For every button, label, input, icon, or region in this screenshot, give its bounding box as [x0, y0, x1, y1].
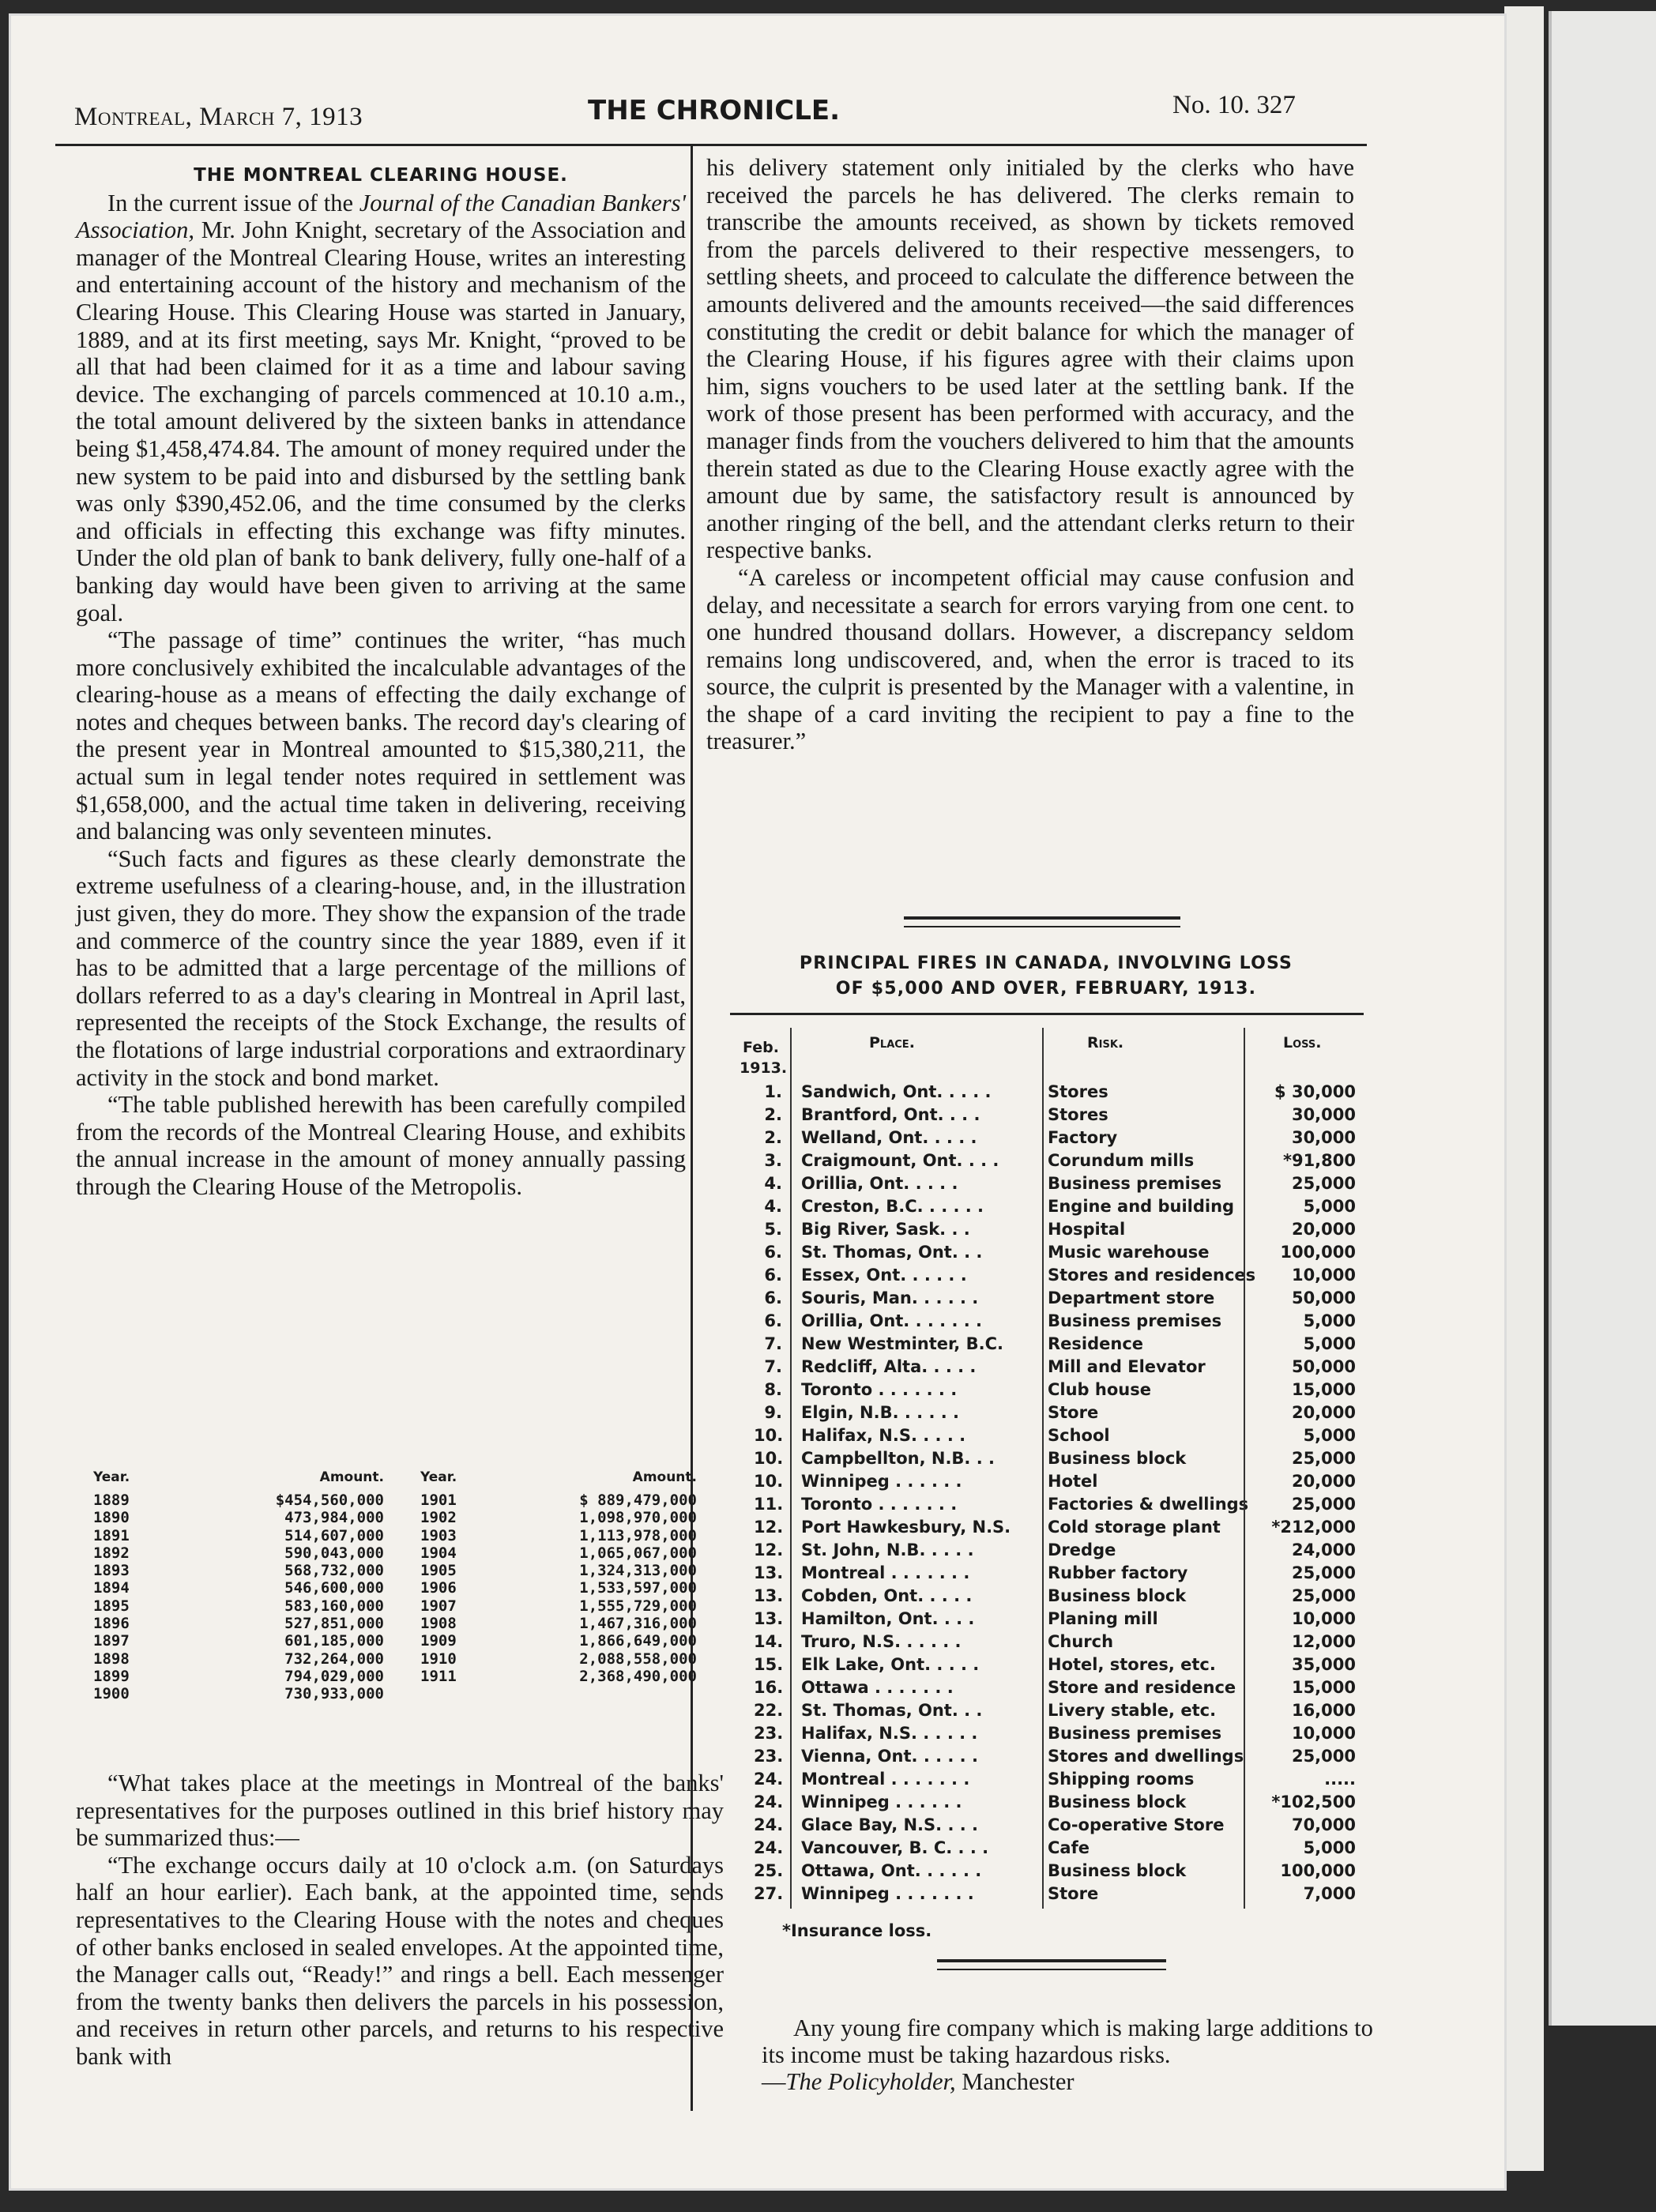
fires-footnote: *Insurance loss. [782, 1921, 932, 1940]
year-cell: 1890 [93, 1509, 130, 1527]
table-row [730, 1380, 1364, 1403]
article-paragraph: “Such facts and figures as these clearly demonstrate the extreme usefulness of a clearing-house, and, in the illustration just given, they do more. They show the expansion of the trade and commerce of the country since the year 1889, even if it has to be admitted that a large percentage of the millions of dollars referred to as a day's clearing in Montreal in April last, represented the receipts of the Stock Exchange, the results of the flotations of large industrial corporations and extraordinary activity in the stock and bond market. [76, 845, 686, 1091]
risk-cell: Livery stable, etc. [1048, 1701, 1217, 1720]
place-cell: Cobden, Ont. . . . . [801, 1586, 973, 1605]
page-edge [1504, 6, 1544, 2171]
loss-cell: $ 30,000 [1274, 1082, 1356, 1101]
amount-cell: 2,088,558,000 [579, 1650, 697, 1668]
table-row [730, 1563, 1364, 1586]
place-cell: St. Thomas, Ont. . . [801, 1701, 983, 1720]
date-cell: 24. [754, 1838, 784, 1857]
place-cell: St. Thomas, Ont. . . [801, 1243, 983, 1262]
table-row [730, 1815, 1364, 1838]
fires-title-line: OF $5,000 AND OVER, FEBRUARY, 1913. [835, 979, 1257, 999]
header-masthead: THE CHRONICLE. [588, 95, 841, 126]
place-cell: Big River, Sask. . . [801, 1220, 970, 1239]
section-separator [904, 916, 1180, 920]
amount-cell: 590,043,000 [284, 1544, 384, 1562]
date-cell: 23. [754, 1747, 784, 1766]
loss-cell: *102,500 [1271, 1793, 1356, 1811]
risk-cell: Club house [1048, 1380, 1151, 1399]
risk-cell: Hospital [1048, 1220, 1126, 1239]
table-row [730, 1334, 1364, 1357]
risk-cell: Business block [1048, 1449, 1187, 1468]
risk-cell: Residence [1048, 1334, 1144, 1353]
risk-cell: Store and residence [1048, 1678, 1236, 1697]
amount-cell: 514,607,000 [284, 1526, 384, 1544]
risk-cell: Department store [1048, 1288, 1215, 1307]
amount-cell: 794,029,000 [284, 1667, 384, 1685]
column-header-year: 1913. [740, 1059, 788, 1077]
year-cell: 1904 [420, 1544, 457, 1562]
place-cell: Glace Bay, N.S. . . . [801, 1815, 979, 1834]
fires-table [730, 1013, 1364, 1907]
year-cell: 1900 [93, 1685, 130, 1703]
date-cell: 6. [764, 1311, 782, 1330]
table-body [93, 1492, 702, 1703]
loss-cell: 7,000 [1303, 1884, 1356, 1903]
date-cell: 8. [764, 1380, 782, 1399]
text-run: In the current issue of the [107, 189, 359, 216]
loss-cell: 5,000 [1303, 1334, 1356, 1353]
loss-cell: 35,000 [1291, 1655, 1356, 1674]
table-row [730, 1197, 1364, 1220]
place-cell: Winnipeg . . . . . . [801, 1793, 962, 1811]
column-left [76, 162, 686, 1201]
table-row [93, 1632, 702, 1650]
place-cell: Souris, Man. . . . . . [801, 1288, 979, 1307]
place-cell: Welland, Ont. . . . . [801, 1128, 977, 1147]
table-row [93, 1527, 702, 1544]
date-cell: 27. [754, 1884, 784, 1903]
place-cell: Elgin, N.B. . . . . . [801, 1403, 959, 1422]
loss-cell: 25,000 [1291, 1495, 1356, 1514]
year-cell: 1909 [420, 1632, 457, 1650]
risk-cell: Cafe [1048, 1838, 1090, 1857]
risk-cell: Engine and building [1048, 1197, 1235, 1216]
risk-cell: Stores and residences [1048, 1266, 1256, 1285]
date-cell: 23. [754, 1724, 784, 1743]
loss-cell: 25,000 [1291, 1747, 1356, 1766]
table-row [730, 1288, 1364, 1311]
column-header-amount: Amount. [319, 1469, 384, 1485]
table-row [730, 1838, 1364, 1861]
risk-cell: Stores [1048, 1082, 1108, 1101]
fires-table-header [730, 1015, 1364, 1082]
date-cell: 4. [764, 1197, 782, 1216]
risk-cell: Business block [1048, 1793, 1187, 1811]
loss-cell: 5,000 [1303, 1311, 1356, 1330]
column-header-amount: Amount. [632, 1469, 697, 1485]
amount-cell: 732,264,000 [284, 1650, 384, 1668]
table-row [730, 1266, 1364, 1288]
date-cell: 12. [754, 1540, 784, 1559]
loss-cell: *212,000 [1271, 1518, 1356, 1537]
place-cell: Port Hawkesbury, N.S. [801, 1518, 1011, 1537]
place-cell: Halifax, N.S. . . . . [801, 1426, 966, 1445]
table-row [730, 1861, 1364, 1884]
place-cell: Vienna, Ont. . . . . . [801, 1747, 978, 1766]
page-header [66, 88, 1330, 136]
loss-cell: 10,000 [1291, 1609, 1356, 1628]
year-cell: 1891 [93, 1526, 130, 1544]
place-cell: Redcliff, Alta. . . . . [801, 1357, 977, 1376]
year-cell: 1910 [420, 1650, 457, 1668]
date-cell: 10. [754, 1426, 784, 1445]
table-row [93, 1544, 702, 1562]
date-cell: 14. [754, 1632, 784, 1651]
article-title: THE MONTREAL CLEARING HOUSE. [194, 165, 568, 186]
loss-cell: 5,000 [1303, 1426, 1356, 1445]
date-cell: 24. [754, 1815, 784, 1834]
table-row [93, 1562, 702, 1579]
header-page-number: No. 10. 327 [1172, 91, 1296, 119]
risk-cell: Business premises [1048, 1724, 1222, 1743]
year-cell: 1892 [93, 1544, 130, 1562]
date-cell: 9. [764, 1403, 782, 1422]
place-cell: Creston, B.C. . . . . . [801, 1197, 984, 1216]
column-header-year: Year. [420, 1469, 457, 1485]
table-row [730, 1518, 1364, 1540]
place-cell: Ottawa, Ont. . . . . . [801, 1861, 982, 1880]
amount-cell: 473,984,000 [284, 1509, 384, 1527]
risk-cell: Hotel [1048, 1472, 1098, 1491]
loss-cell: 20,000 [1291, 1220, 1356, 1239]
risk-cell: Church [1048, 1632, 1114, 1651]
risk-cell: Corundum mills [1048, 1151, 1195, 1170]
risk-cell: Store [1048, 1884, 1099, 1903]
loss-cell: *91,800 [1282, 1151, 1356, 1170]
risk-cell: Store [1048, 1403, 1099, 1422]
article-paragraph: “What takes place at the meetings in Montreal of the banks' representatives for the purposes outlined in this brief history may be summarized thus:— [76, 1770, 724, 1852]
loss-cell: 100,000 [1280, 1861, 1356, 1880]
table-row [730, 1311, 1364, 1334]
table-row [730, 1724, 1364, 1747]
table-row [730, 1449, 1364, 1472]
quote-source [762, 2068, 1378, 2095]
risk-cell: Hotel, stores, etc. [1048, 1655, 1216, 1674]
date-cell: 11. [754, 1495, 784, 1514]
year-cell: 1907 [420, 1597, 457, 1615]
risk-cell: Business premises [1048, 1311, 1222, 1330]
date-cell: 4. [764, 1174, 782, 1193]
date-cell: 22. [754, 1701, 784, 1720]
amount-cell: 1,866,649,000 [579, 1632, 697, 1650]
table-row [730, 1151, 1364, 1174]
year-cell: 1903 [420, 1526, 457, 1544]
year-cell: 1902 [420, 1509, 457, 1527]
loss-cell: 5,000 [1303, 1838, 1356, 1857]
amount-cell: 1,555,729,000 [579, 1597, 697, 1615]
place-cell: Elk Lake, Ont. . . . . [801, 1655, 980, 1674]
place-cell: St. John, N.B. . . . . [801, 1540, 974, 1559]
table-row [730, 1220, 1364, 1243]
loss-cell: 10,000 [1291, 1724, 1356, 1743]
table-row [93, 1492, 702, 1509]
year-cell: 1894 [93, 1579, 130, 1597]
place-cell: Orillia, Ont. . . . . [801, 1174, 958, 1193]
section-separator [904, 926, 1180, 927]
loss-cell: 15,000 [1291, 1678, 1356, 1697]
date-cell: 15. [754, 1655, 784, 1674]
loss-cell: 15,000 [1291, 1380, 1356, 1399]
risk-cell: Stores [1048, 1105, 1108, 1124]
next-page-edge [1549, 11, 1656, 2026]
table-row [730, 1655, 1364, 1678]
place-cell: Sandwich, Ont. . . . . [801, 1082, 992, 1101]
table-row [730, 1632, 1364, 1655]
column-header-year: Year. [93, 1469, 130, 1485]
amount-cell: 546,600,000 [284, 1579, 384, 1597]
article-paragraph: “The exchange occurs daily at 10 o'clock a.m. (on Saturdays half an hour earlier). Each bank, at the appointed time, sends representatives to the Clearing House with the notes and cheques of other banks enclosed in sealed envelopes. At the appointed time, the Manager calls out, “Ready!” and rings a bell. Each messenger from the twenty banks then delivers the parcels in his possession, and receives in return other parcels, and returns to his respective bank with [76, 1851, 724, 2070]
place-cell: New Westminter, B.C. [801, 1334, 1003, 1353]
loss-cell: 24,000 [1291, 1540, 1356, 1559]
date-cell: 24. [754, 1770, 784, 1789]
risk-cell: Music warehouse [1048, 1243, 1210, 1262]
date-cell: 13. [754, 1563, 784, 1582]
table-row [730, 1243, 1364, 1266]
date-cell: 7. [764, 1334, 782, 1353]
year-cell: 1897 [93, 1632, 130, 1650]
column-header-place: Place. [869, 1034, 915, 1051]
table-row [730, 1426, 1364, 1449]
risk-cell: Dredge [1048, 1540, 1116, 1559]
amount-cell: 1,113,978,000 [579, 1526, 697, 1544]
table-row [93, 1509, 702, 1526]
risk-cell: School [1048, 1426, 1110, 1445]
amount-cell: $ 889,479,000 [579, 1492, 697, 1509]
amount-cell: 568,732,000 [284, 1562, 384, 1580]
amount-cell: 730,933,000 [284, 1685, 384, 1703]
loss-cell: 16,000 [1291, 1701, 1356, 1720]
section-separator [937, 1969, 1166, 1970]
date-cell: 2. [764, 1128, 782, 1147]
header-date: Montreal, March 7, 1913 [74, 103, 363, 131]
year-cell: 1906 [420, 1579, 457, 1597]
table-row [730, 1586, 1364, 1609]
year-cell: 1898 [93, 1650, 130, 1668]
text-run: Mr. John Knight, secretary of the Association and manager of the Montreal Clearing House, writes an interesting and entertaining account of the history and mechanism of the Clearing House. This Clearing House was started in January, 1889, and at its first meeting, says Mr. Knight, “proved to be all that had been claimed for it as a time and labour saving device. The exchanging of parcels commenced at 10.10 a.m., the total amount delivered by the sixteen banks in attendance being $1,458,474.84. The amount of money required under the new system to be paid into and disbursed by the settling bank was only $390,452.06, and the time consumed by the clerks and officials in effecting this exchange was fifty minutes. Under the old plan of bank to bank delivery, fully one-half of a banking day would have been given to arriving at the same goal. [76, 216, 686, 626]
amount-cell: 1,533,597,000 [579, 1579, 697, 1597]
loss-cell: 12,000 [1291, 1632, 1356, 1651]
section-separator [937, 1959, 1166, 1962]
loss-cell: 25,000 [1291, 1586, 1356, 1605]
table-row [730, 1472, 1364, 1495]
quote-text: Any young fire company which is making large additions to its income must be taking hazardous risks. [762, 2014, 1373, 2068]
place-cell: Orillia, Ont. . . . . . . [801, 1311, 983, 1330]
loss-cell: 30,000 [1291, 1105, 1356, 1124]
column-header-loss: Loss. [1283, 1034, 1322, 1051]
table-row [730, 1701, 1364, 1724]
clearing-house-table [93, 1469, 702, 1703]
place-cell: Toronto . . . . . . . [801, 1380, 958, 1399]
risk-cell: Mill and Elevator [1048, 1357, 1206, 1376]
date-cell: 24. [754, 1793, 784, 1811]
year-cell: 1908 [420, 1615, 457, 1633]
risk-cell: Stores and dwellings [1048, 1747, 1244, 1766]
table-row [730, 1678, 1364, 1701]
article-paragraph [76, 190, 686, 627]
year-cell: 1901 [420, 1492, 457, 1509]
table-row [730, 1403, 1364, 1426]
risk-cell: Factory [1048, 1128, 1118, 1147]
fires-table-body [730, 1082, 1364, 1907]
journal-name: Journal of the Canadian Bankers' Association, [76, 189, 686, 244]
amount-cell: 1,467,316,000 [579, 1615, 697, 1633]
amount-cell: 527,851,000 [284, 1615, 384, 1633]
closing-quote [762, 2014, 1378, 2095]
loss-cell: 30,000 [1291, 1128, 1356, 1147]
article-paragraph: “A careless or incompetent official may cause confusion and delay, and necessitate a search for errors varying from one cent. to one hundred thousand dollars. However, a discrepancy seldom remains long undiscovered, and, when the error is traced to its source, the culprit is presented by the Manager with a valentine, in the shape of a card inviting the recipient to pay a fine to the treasurer.” [706, 563, 1354, 755]
table-row [730, 1357, 1364, 1380]
year-cell: 1899 [93, 1667, 130, 1685]
date-cell: 12. [754, 1518, 784, 1537]
table-row [93, 1650, 702, 1668]
risk-cell: Shipping rooms [1048, 1770, 1195, 1789]
loss-cell: 20,000 [1291, 1472, 1356, 1491]
loss-cell: 70,000 [1291, 1815, 1356, 1834]
place-cell: Montreal . . . . . . . [801, 1563, 970, 1582]
fires-title [730, 951, 1362, 1002]
year-cell: 1896 [93, 1615, 130, 1633]
date-cell: 13. [754, 1586, 784, 1605]
place-cell: Winnipeg . . . . . . [801, 1472, 962, 1491]
amount-cell: 1,098,970,000 [579, 1509, 697, 1527]
amount-cell: 583,160,000 [284, 1597, 384, 1615]
table-row [730, 1609, 1364, 1632]
header-rule [55, 144, 1367, 146]
date-cell: 5. [764, 1220, 782, 1239]
year-cell: 1911 [420, 1667, 457, 1685]
loss-cell: 10,000 [1291, 1266, 1356, 1285]
place-cell: Truro, N.S. . . . . . [801, 1632, 962, 1651]
column-header-feb: Feb. [743, 1039, 779, 1056]
table-column-rule [1042, 1028, 1044, 1909]
risk-cell: Co-operative Store [1048, 1815, 1225, 1834]
loss-cell: 50,000 [1291, 1288, 1356, 1307]
amount-cell: 601,185,000 [284, 1632, 384, 1650]
loss-cell: 5,000 [1303, 1197, 1356, 1216]
amount-cell: 1,324,313,000 [579, 1562, 697, 1580]
date-cell: 10. [754, 1449, 784, 1468]
table-row [730, 1747, 1364, 1770]
text-run: Manchester [955, 2068, 1075, 2095]
source-title: The Policyholder, [785, 2068, 956, 2095]
date-cell: 1. [764, 1082, 782, 1101]
place-cell: Campbellton, N.B. . . [801, 1449, 995, 1468]
table-row [730, 1793, 1364, 1815]
loss-cell: 20,000 [1291, 1403, 1356, 1422]
table-row [730, 1884, 1364, 1907]
date-cell: 6. [764, 1266, 782, 1285]
risk-cell: Business premises [1048, 1174, 1222, 1193]
table-row [730, 1770, 1364, 1793]
article-paragraph: his delivery statement only initialed by the clerks who have received the parcels he has delivered. The clerks remain to transcribe the amounts received, as shown by tickets removed from the parcels delivered to their respective messengers, to settling sheets, and proceed to calculate the difference between the amounts delivered and the amounts received—the said differences constituting the credit or debit balance for which the manager of the Clearing House, if his figures agree with their claims upon him, signs vouchers to be used later at the settling bank. If the work of those present has been performed with accuracy, and the manager finds from the vouchers delivered to him that the amounts therein stated as due to the Clearing House exactly agree with the amount due by same, the satisfactory result is announced by another ringing of the bell, and the attendant clerks return to their respective banks. [706, 154, 1354, 564]
table-row [93, 1615, 702, 1632]
place-cell: Craigmount, Ont. . . . [801, 1151, 999, 1170]
loss-cell: 25,000 [1291, 1449, 1356, 1468]
year-cell: 1905 [420, 1562, 457, 1580]
risk-cell: Business block [1048, 1861, 1187, 1880]
place-cell: Brantford, Ont. . . . [801, 1105, 980, 1124]
date-cell: 16. [754, 1678, 784, 1697]
table-row [730, 1540, 1364, 1563]
place-cell: Hamilton, Ont. . . . [801, 1609, 975, 1628]
table-column-rule [1244, 1028, 1245, 1909]
table-row [730, 1105, 1364, 1128]
loss-cell: 50,000 [1291, 1357, 1356, 1376]
place-cell: Halifax, N.S. . . . . . [801, 1724, 978, 1743]
year-cell: 1893 [93, 1562, 130, 1580]
amount-cell: 2,368,490,000 [579, 1667, 697, 1685]
article-paragraph: “The table published herewith has been carefully compiled from the records of the Montreal Clearing House, and exhibits the annual increase in the amount of money annually passing through the Clearing House of the Metropolis. [76, 1091, 686, 1200]
date-cell: 6. [764, 1288, 782, 1307]
loss-cell: 25,000 [1291, 1563, 1356, 1582]
place-cell: Ottawa . . . . . . . [801, 1678, 954, 1697]
place-cell: Winnipeg . . . . . . . [801, 1884, 974, 1903]
risk-cell: Planing mill [1048, 1609, 1158, 1628]
year-cell: 1895 [93, 1597, 130, 1615]
fires-title-line: PRINCIPAL FIRES IN CANADA, INVOLVING LOSS [799, 954, 1293, 973]
risk-cell: Cold storage plant [1048, 1518, 1221, 1537]
text-run: — [762, 2068, 786, 2095]
table-row [93, 1668, 702, 1685]
table-row [93, 1579, 702, 1597]
date-cell: 25. [754, 1861, 784, 1880]
table-row [93, 1597, 702, 1615]
year-cell: 1889 [93, 1492, 130, 1509]
column-header-risk: Risk. [1087, 1034, 1124, 1051]
date-cell: 3. [764, 1151, 782, 1170]
table-column-rule [790, 1028, 792, 1909]
loss-cell: 100,000 [1280, 1243, 1356, 1262]
loss-cell: ..... [1324, 1770, 1356, 1789]
table-header [93, 1469, 702, 1492]
table-row [730, 1174, 1364, 1197]
risk-cell: Rubber factory [1048, 1563, 1188, 1582]
column-left-continued [76, 1770, 724, 2071]
loss-cell: 25,000 [1291, 1174, 1356, 1193]
date-cell: 6. [764, 1243, 782, 1262]
place-cell: Montreal . . . . . . . [801, 1770, 970, 1789]
column-right [706, 154, 1354, 755]
table-row [93, 1685, 702, 1702]
article-paragraph: “The passage of time” continues the writer, “has much more conclusively exhibited the incalculable advantages of the clearing-house as a means of effecting the daily exchange of notes and cheques between banks. The record day's clearing of the present year in Montreal amounted to $15,380,211, the actual sum in legal tender notes required in settlement was $1,658,000, and the actual time taken in delivering, receiving and balancing was only seventeen minutes. [76, 626, 686, 845]
table-row [730, 1082, 1364, 1105]
table-row [730, 1128, 1364, 1151]
date-cell: 13. [754, 1609, 784, 1628]
amount-cell: 1,065,067,000 [579, 1544, 697, 1562]
date-cell: 2. [764, 1105, 782, 1124]
place-cell: Toronto . . . . . . . [801, 1495, 958, 1514]
date-cell: 10. [754, 1472, 784, 1491]
place-cell: Essex, Ont. . . . . . [801, 1266, 967, 1285]
table-row [730, 1495, 1364, 1518]
amount-cell: $454,560,000 [275, 1492, 384, 1509]
date-cell: 7. [764, 1357, 782, 1376]
place-cell: Vancouver, B. C. . . . [801, 1838, 989, 1857]
risk-cell: Factories & dwellings [1048, 1495, 1249, 1514]
risk-cell: Business block [1048, 1586, 1187, 1605]
